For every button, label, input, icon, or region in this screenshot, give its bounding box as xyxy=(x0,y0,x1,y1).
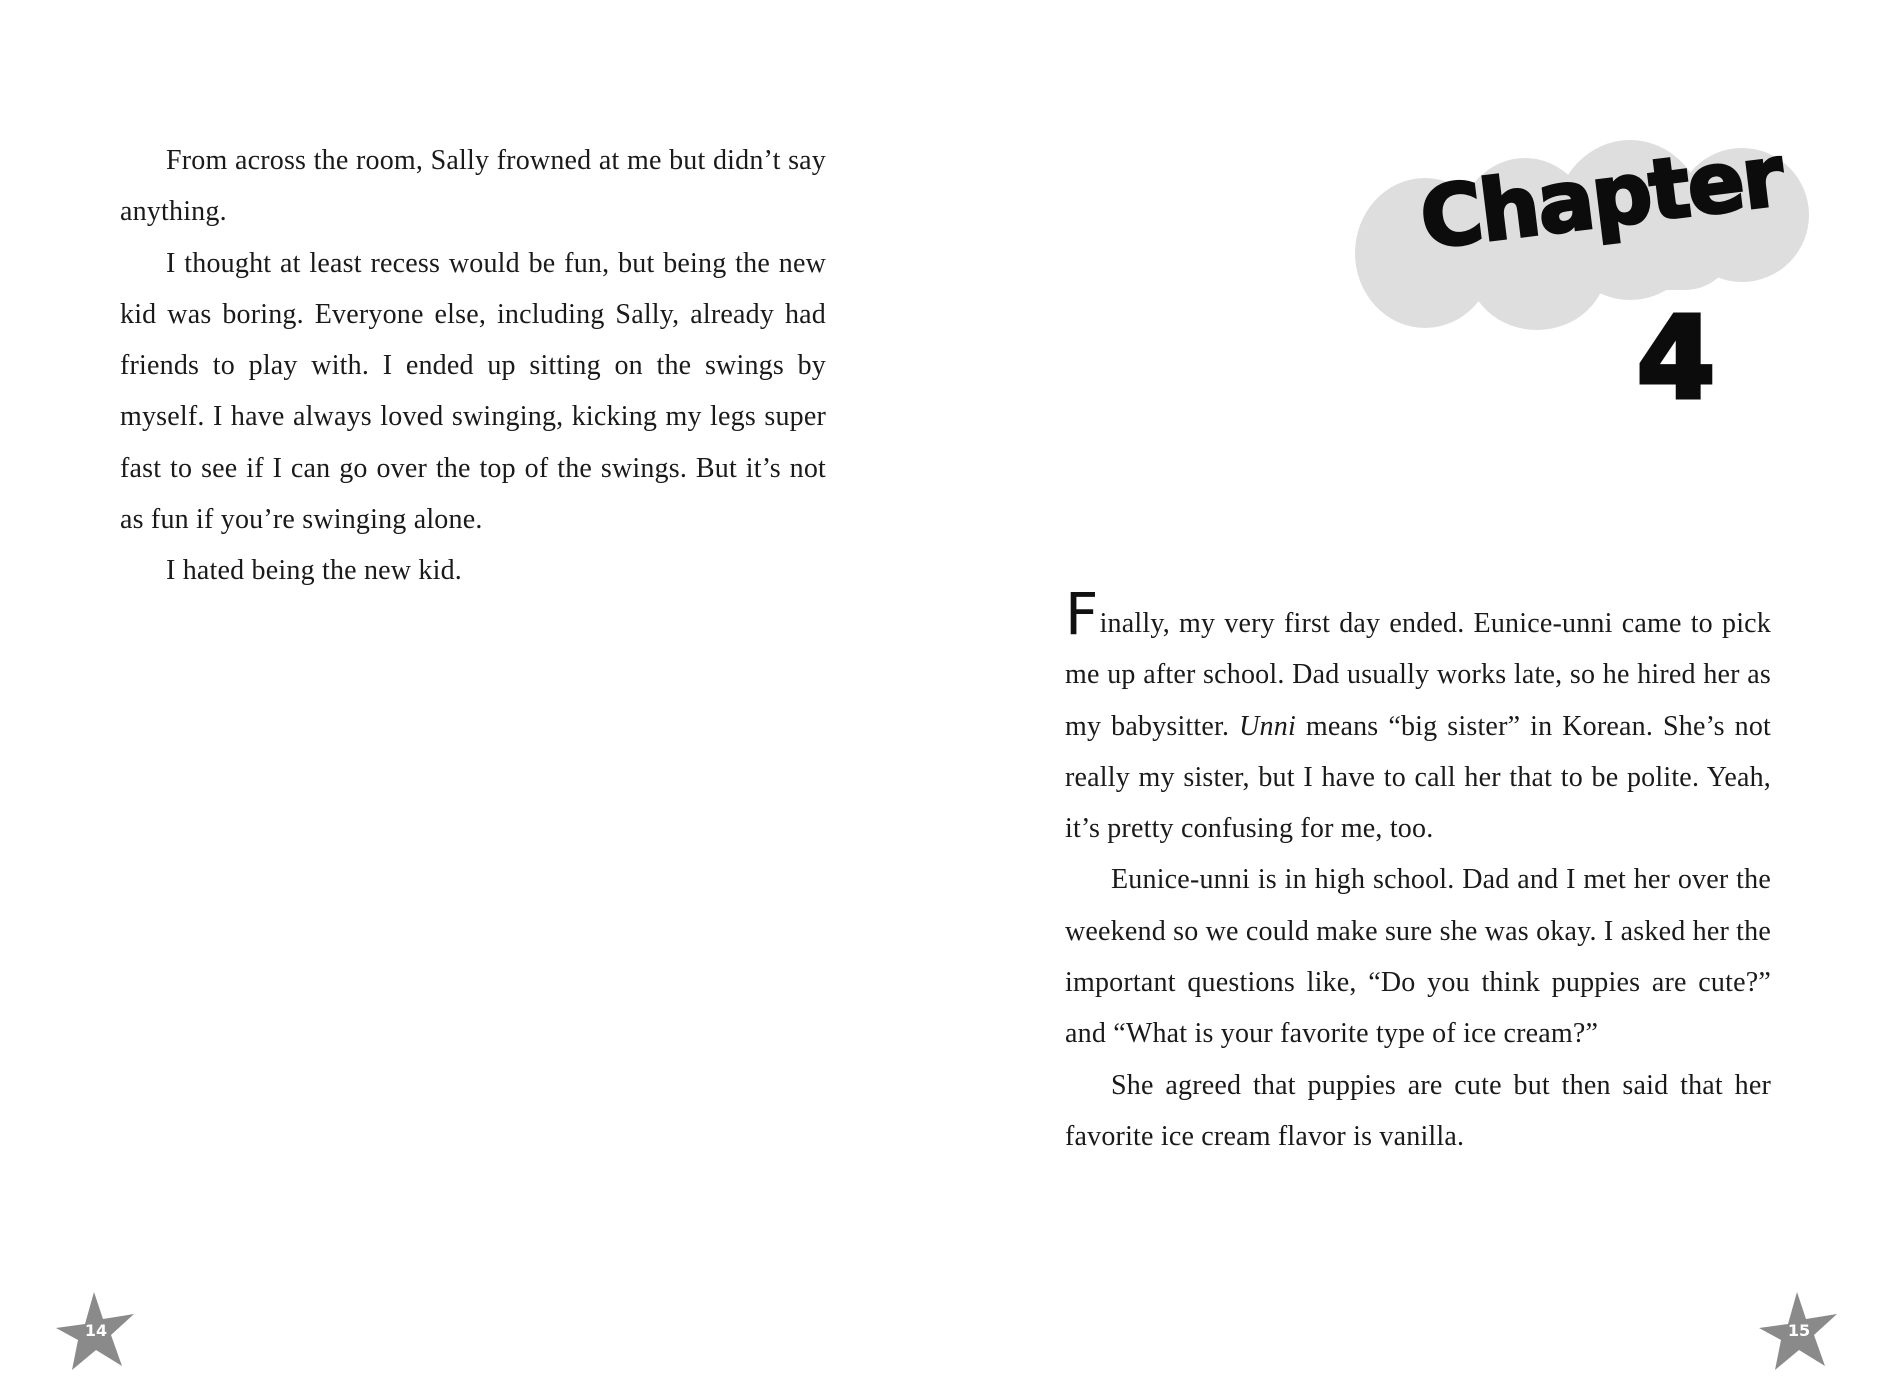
left-page xyxy=(0,0,940,1400)
page-number-badge-right xyxy=(1757,1288,1841,1372)
page-number-badge-left xyxy=(54,1288,138,1372)
right-page xyxy=(940,0,1881,1400)
chapter-heading xyxy=(1355,126,1835,424)
italic-word: Unni xyxy=(1239,710,1296,742)
drop-cap: F xyxy=(1065,580,1099,648)
page-number: 14 xyxy=(84,1320,108,1340)
chapter-number: 4 xyxy=(1637,294,1715,424)
right-page-text xyxy=(1065,580,1771,1162)
paragraph-opening xyxy=(1065,580,1771,854)
paragraph: She agreed that puppies are cute but then said that her favorite ice cream flavor is vanilla. xyxy=(1065,1069,1771,1152)
paragraph-text: means “big sister” in Korean. She’s not really my sister, but I have to call her that to be polite. Yeah, it’s pretty confusing for me, too. xyxy=(1065,710,1771,845)
paragraph: I thought at least recess would be fun, but being the new kid was boring. Everyone else, including Sally, already had friends to play with. I ended up sitting on the swings by myself. I have always loved swinging, kicking my legs super fast to see if I can go over the top of the swings. But it’s not as fun if you’re swinging alone. xyxy=(120,247,826,536)
left-page-text xyxy=(120,135,826,597)
page-number: 15 xyxy=(1787,1320,1811,1340)
chapter-title: Chapter xyxy=(1415,126,1788,268)
paragraph: I hated being the new kid. xyxy=(166,555,463,587)
paragraph: Eunice-unni is in high school. Dad and I met her over the weekend so we could make sure she was okay. I asked her the important questions like, “Do you think puppies are cute?” and “What is your favorite type of ice cream?” xyxy=(1065,864,1771,1050)
paragraph-text: inally, my very first day ended. Eunice-unni came to pick me up after school. Dad usually works late, so he hired her as my babysitter. xyxy=(1065,608,1771,742)
paragraph: From across the room, Sally frowned at me but didn’t say anything. xyxy=(120,145,826,228)
